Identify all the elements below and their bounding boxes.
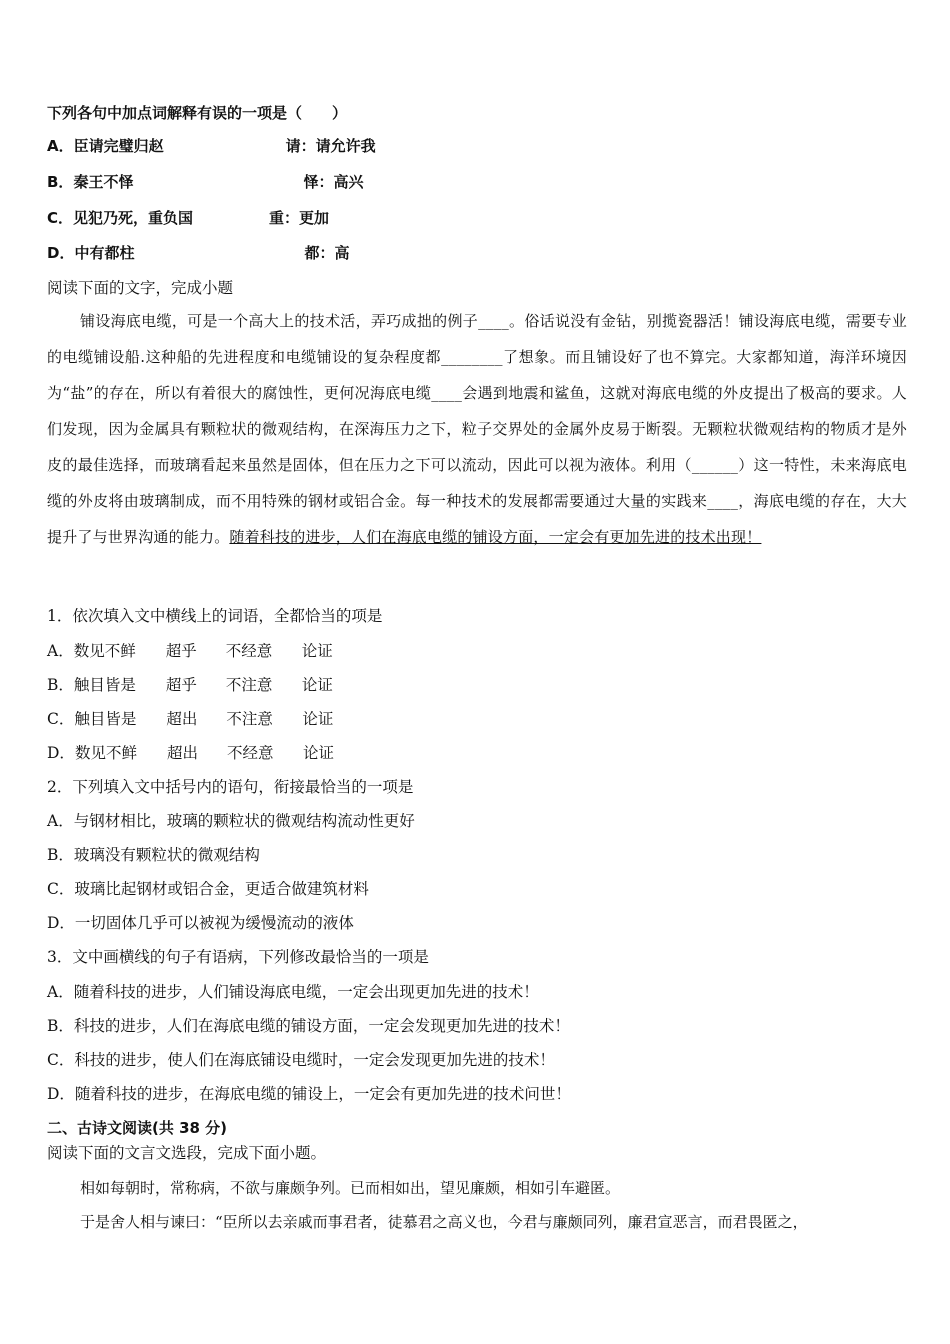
q3-option-b: B．科技的进步，人们在海底电缆的铺设方面，一定会发现更加先进的技术！ xyxy=(47,1017,570,1035)
q1-stem: 1．依次填入文中横线上的词语，全都恰当的项是 xyxy=(47,607,383,625)
option-d: D．中有都柱 都：高 xyxy=(47,244,350,262)
q2-option-b: B．玻璃没有颗粒状的微观结构 xyxy=(47,846,260,864)
q1-option-b: B．触目皆是 超乎 不注意 论证 xyxy=(47,676,333,694)
q2-option-a: A．与钢材相比，玻璃的颗粒状的微观结构流动性更好 xyxy=(47,812,415,830)
q3-option-a: A．随着科技的进步，人们铺设海底电缆，一定会出现更加先进的技术！ xyxy=(47,983,539,1001)
q1-option-a: A．数见不鲜 超乎 不经意 论证 xyxy=(47,642,333,660)
section-intro: 阅读下面的文言文选段，完成下面小题。 xyxy=(47,1144,327,1162)
reading-passage xyxy=(47,303,907,555)
q3-option-d: D．随着科技的进步，在海底电缆的铺设上，一定会有更加先进的技术问世！ xyxy=(47,1085,571,1103)
option-a: A．臣请完璧归赵 请：请允许我 xyxy=(47,137,376,155)
q1-option-c: C．触目皆是 超出 不注意 论证 xyxy=(47,710,334,728)
classical-text-paragraph-2: 于是舍人相与谏曰：“臣所以去亲戚而事君者，徒慕君之高义也，今君与廉颇同列，廉君宣恶言，而君畏匿之， xyxy=(80,1213,808,1231)
q2-option-d: D．一切固体几乎可以被视为缓慢流动的液体 xyxy=(47,914,354,932)
classical-text-paragraph-1: 相如每朝时，常称病，不欲与廉颇争列。已而相如出，望见廉颇，相如引车避匿。 xyxy=(80,1179,621,1197)
option-c: C．见犯乃死，重负国 重：更加 xyxy=(47,209,330,227)
passage-text: 铺设海底电缆，可是一个高大上的技术活，弄巧成拙的例子____。俗话说没有金钻，别揽瓷器活！铺设海底电缆，需要专业的电缆铺设船.这种船的先进程度和电缆铺设的复杂程度都________了想象。而且铺设好了也不算完。大家都知道，海洋环境因为“盐”的存在，所以有着很大的腐蚀性，更何况海底电缆____会遇到地震和鲨鱼，这就对海底电缆的外皮提出了极高的要求。人们发现，因为金属具有颗粒状的微观结构，在深海压力之下，粒子交界处的金属外皮易于断裂。无颗粒状微观结构的物质才是外皮的最佳选择，而玻璃看起来虽然是固体，但在压力之下可以流动，因此可以视为液体。利用（______）这一特性，未来海底电缆的外皮将由玻璃制成，而不用特殊的钢材或铝合金。每一种技术的发展都需要通过大量的实践来____，海底电缆的存在，大大提升了与世界沟通的能力。 xyxy=(47,312,907,546)
section-heading: 二、古诗文阅读(共 38 分) xyxy=(47,1119,228,1137)
question-stem: 下列各句中加点词解释有误的一项是（ ） xyxy=(47,104,348,122)
q3-stem: 3．文中画横线的句子有语病，下列修改最恰当的一项是 xyxy=(47,948,429,966)
underlined-sentence: 随着科技的进步，人们在海底电缆的铺设方面，一定会有更加先进的技术出现！ xyxy=(229,528,762,546)
q2-option-c: C．玻璃比起钢材或铝合金，更适合做建筑材料 xyxy=(47,880,369,898)
reading-intro: 阅读下面的文字，完成小题 xyxy=(47,279,234,297)
option-b: B．秦王不怿 怿：高兴 xyxy=(47,173,364,191)
q3-option-c: C．科技的进步，使人们在海底铺设电缆时，一定会发现更加先进的技术！ xyxy=(47,1051,555,1069)
q2-stem: 2．下列填入文中括号内的语句，衔接最恰当的一项是 xyxy=(47,778,414,796)
q1-option-d: D．数见不鲜 超出 不经意 论证 xyxy=(47,744,334,762)
